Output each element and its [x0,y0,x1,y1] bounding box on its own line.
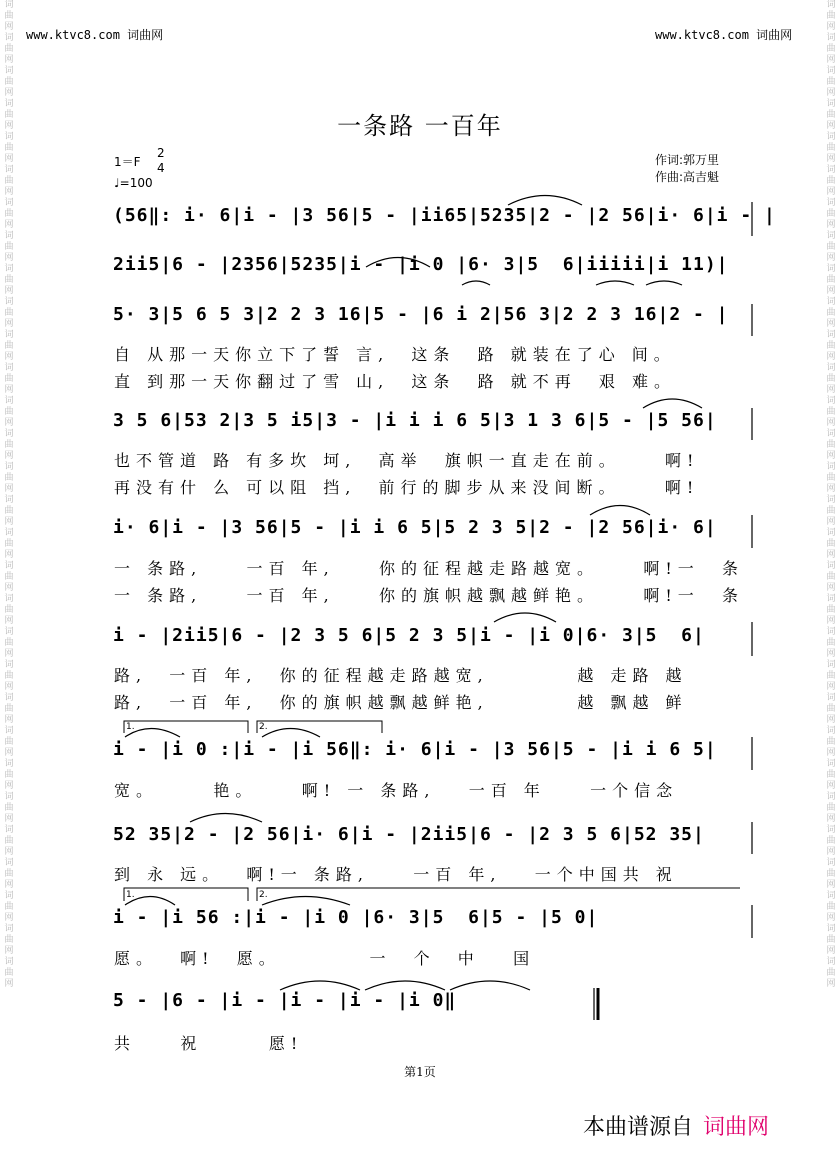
score-row-4: 3 5 6|53 2|3 5 i5|3 - |i i i 6 5|3 1 3 6|5 - |5 56| [113,410,717,431]
side-watermark-left: 词曲网词曲网词曲网词曲网词曲网词曲网词曲网词曲网词曲网词曲网词曲网词曲网词曲网词曲网词曲网词曲网词曲网词曲网词曲网词曲网词曲网词曲网词曲网词曲网词曲网词曲网词曲网词曲网词曲网词曲网 [4,0,14,989]
composer: 作曲:高吉魁 [655,170,720,184]
time-signature-bottom: 4 [157,161,165,175]
end-barlines [594,202,752,1020]
source-credit [583,1110,769,1141]
score-row-3: 5· 3|5 6 5 3|2 2 3 16|5 - |6 i 2|56 3|2 2 3 16|2 - | [113,304,729,325]
lyric-line-6b: 路, 一百 年, 你的旗帜越飘越鲜艳, 越 飘越 鲜 [114,693,688,712]
volta-1-label: 1. [126,722,135,732]
site-url-left[interactable]: www.ktvc8.com 词曲网 [26,28,164,42]
site-url-right[interactable]: www.ktvc8.com 词曲网 [655,28,793,42]
lyric-line-3a: 自 从那一天你立下了誓 言, 这条 路 就装在了心 间。 [114,345,676,364]
lyric-line-7: 宽。 艳。 啊! 一 条路, 一百 年 一个信念 [114,781,679,800]
score-row-9: i - |i 56 :|i - |i 0 |6· 3|5 6|5 - |5 0| [113,907,599,928]
page-number: 第1页 [404,1065,436,1079]
score-row-2: 2ii5|6 - |2356|5235|i - |i 0 |6· 3|5 6|iiiii|i 11)| [113,254,729,275]
score-row-8: 52 35|2 - |2 56|i· 6|i - |2ii5|6 - |2 3 5 6|52 35| [113,824,705,845]
lyric-line-5b: 一 条路, 一百 年, 你的旗帜越飘越鲜艳。 啊!一 条 [114,586,744,605]
side-watermark-right: 词曲网词曲网词曲网词曲网词曲网词曲网词曲网词曲网词曲网词曲网词曲网词曲网词曲网词曲网词曲网词曲网词曲网词曲网词曲网词曲网词曲网词曲网词曲网词曲网词曲网词曲网词曲网词曲网词曲网词曲网 [826,0,836,989]
key-signature: 1＝F [114,155,141,169]
lyric-line-4b: 再没有什 么 可以阻 挡, 前行的脚步从来没间断。 啊! [114,478,700,497]
source-label: 本曲谱源自 [583,1115,694,1140]
lyric-line-4a: 也不管道 路 有多坎 坷, 高举 旗帜一直走在前。 啊! [114,451,700,470]
volta-labels [126,722,268,900]
volta-2-label: 2. [259,722,268,732]
time-signature-top: 2 [157,146,165,160]
source-brand-link[interactable]: 词曲网 [703,1115,770,1140]
lyric-line-10: 共 祝 愿! [114,1034,304,1053]
lyric-line-8: 到 永 远。 啊!一 条路, 一百 年, 一个中国共 祝 [114,865,678,884]
lyric-line-9: 愿。 啊! 愿。 一 个 中 国 [114,949,536,968]
score-row-7: i - |i 0 :|i - |i 56‖: i· 6|i - |3 56|5 - |i i 6 5| [113,739,717,760]
slur-marks [125,196,702,991]
volta-2-label-b: 2. [259,890,268,900]
lyric-line-6a: 路, 一百 年, 你的征程越走路越宽, 越 走路 越 [114,666,688,685]
song-title: 一条路 一百年 [337,112,503,140]
score-row-5: i· 6|i - |3 56|5 - |i i 6 5|5 2 3 5|2 - |2 56|i· 6| [113,517,717,538]
lyric-line-5a: 一 条路, 一百 年, 你的征程越走路越宽。 啊!一 条 [114,559,744,578]
score-row-10: 5 - |6 - |i - |i - |i - |i 0‖ [113,990,457,1011]
volta-1-label-b: 1. [126,890,135,900]
lyric-line-3b: 直 到那一天你翻过了雪 山, 这条 路 就不再 艰 难。 [114,372,676,391]
score-row-1: (56‖: i· 6|i - |3 56|5 - |ii65|5235|2 - |2 56|i· 6|i - | [113,205,776,226]
volta-brackets [124,721,740,901]
lyricist: 作词:郭万里 [655,153,720,167]
score-row-6: i - |2ii5|6 - |2 3 5 6|5 2 3 5|i - |i 0|6· 3|5 6| [113,625,705,646]
tempo-mark: ♩=100 [114,176,153,190]
